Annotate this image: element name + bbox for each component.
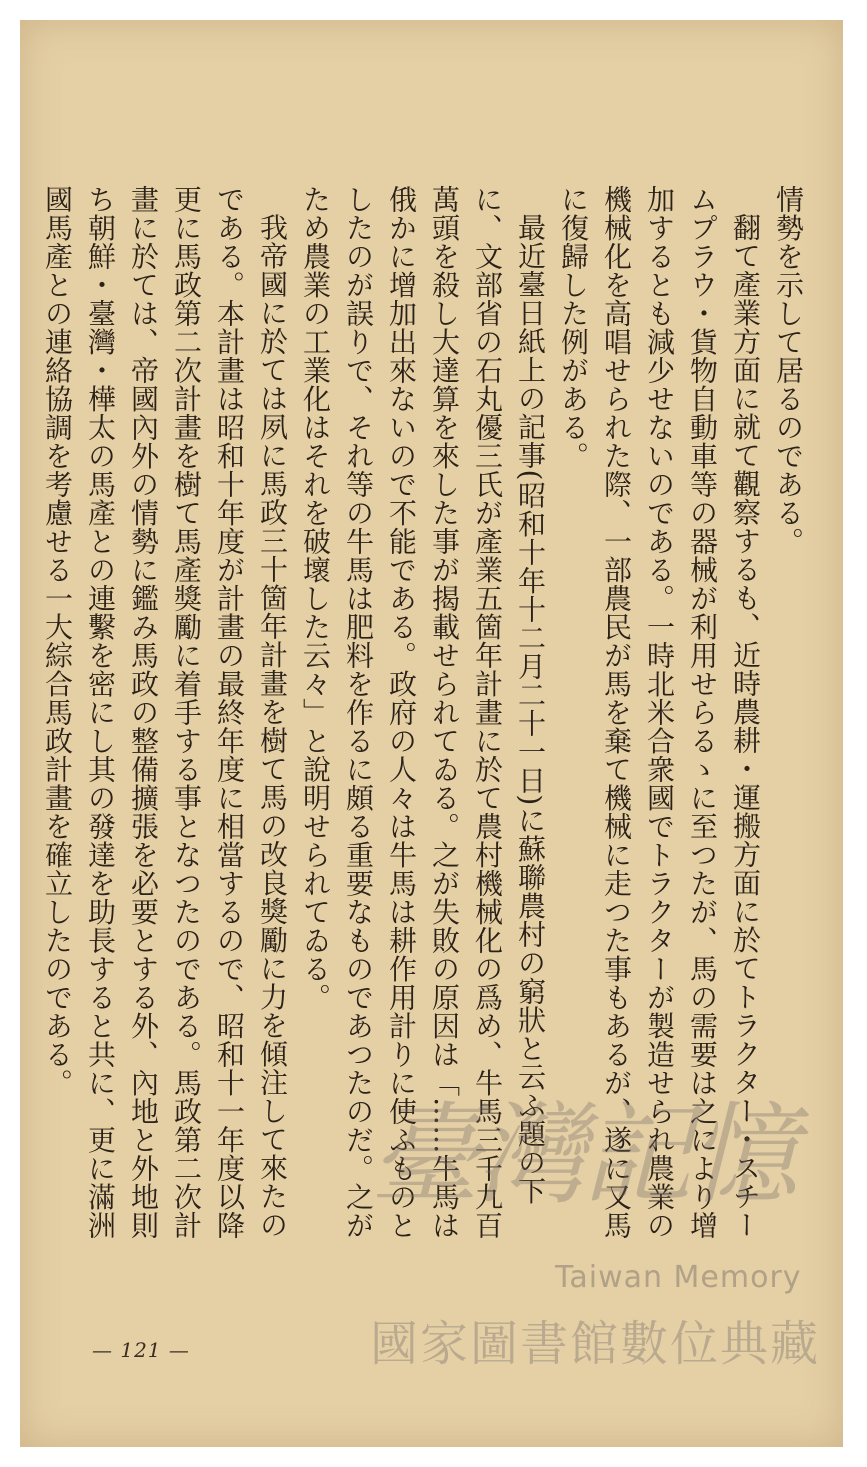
book-page bbox=[20, 20, 843, 1447]
page-number: — 121 — bbox=[92, 1338, 190, 1362]
watermark-english: Taiwan Memory bbox=[555, 1260, 802, 1295]
paragraph-2: 翻て產業方面に就て觀察するも、近時農耕・運搬方面に於てトラクター・スチームプラウ・貨物自動車等の器械が利用せらるゝに至つたが、馬の需要は之により增加するとも減少せないのである。一時北米合衆國でトラクターが製造せられ農業の機械化を高唱せられた際、一部農民が馬を棄て機械に走つた事もあるが、遂に又馬に復歸した例がある。 bbox=[557, 185, 762, 1240]
watermark-logo: 臺灣記憶 bbox=[370, 1091, 794, 1219]
paragraph-1: 情勢を示して居るのである。 bbox=[772, 185, 805, 556]
vertical-text-body bbox=[41, 185, 810, 1255]
paragraph-3: 最近臺日紙上の記事(昭和十年十二月二十一日)に蘇聯農村の窮狀と云ふ題の下に、文部省の石丸優三氏が產業五箇年計畫に於て農村機械化の爲め、牛馬三千九百萬頭を殺し大達算を來した事が揭載せられてゐる。之が失敗の原因は「……牛馬は俄かに增加出來ないので不能である。政府の人々は牛馬は耕作用計りに使ふものとしたのが誤りで、それ等の牛馬は肥料を作るに頗る重要なものであつたのだ。之がため農業の工業化はそれを破壞した云々」と說明せられてゐる。 bbox=[299, 185, 547, 1240]
paragraph-4: 我帝國に於ては夙に馬政三十箇年計畫を樹て馬の改良獎勵に力を傾注して來たのである。本計畫は昭和十年度が計畫の最終年度に相當するので、昭和十一年度以降更に馬政第二次計畫を樹て馬產獎勵に着手する事となつたのである。馬政第二次計畫に於ては、帝國內外の情勢に鑑み馬政の整備擴張を必要とする外、內地と外地則ち朝鮮・臺灣・樺太の馬產との連繫を密にし其の發達を助長すると共に、更に滿洲國馬產との連絡協調を考慮せる一大綜合馬政計畫を確立したのである。 bbox=[41, 185, 289, 1240]
watermark-chinese: 國家圖書館數位典藏 bbox=[370, 1316, 821, 1372]
